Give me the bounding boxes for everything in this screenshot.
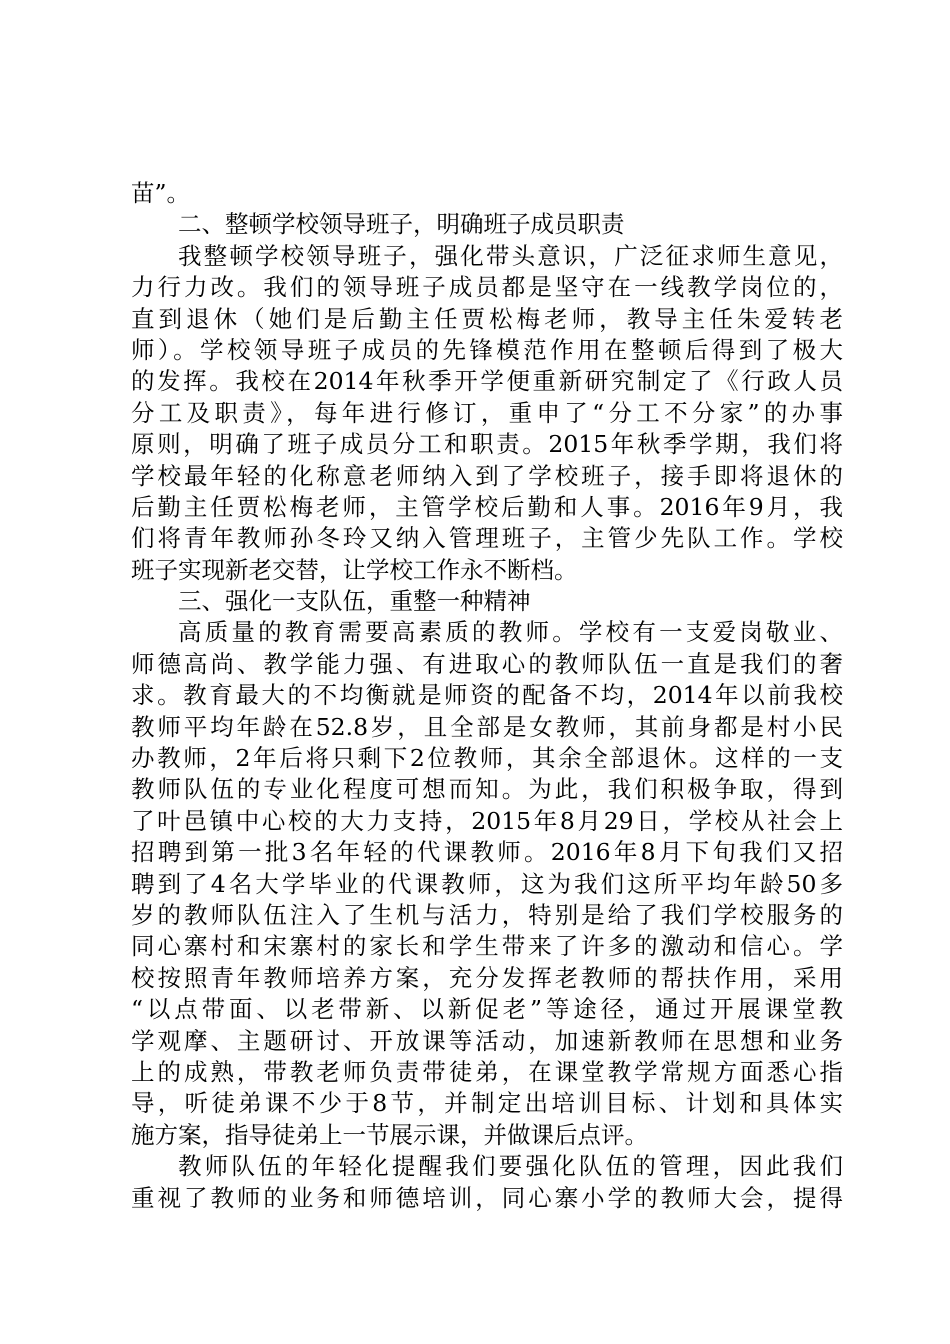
text-line: 教师平均年龄在52.8岁，且全部是女教师，其前身都是村小民 (131, 712, 843, 741)
text-line: 直到退休（她们是后勤主任贾松梅老师，教导主任朱爱转老 (131, 304, 843, 333)
text-line: 们将青年教师孙冬玲又纳入管理班子，主管少先队工作。学校 (131, 524, 843, 553)
text-line: 岁的教师队伍注入了生机与活力，特别是给了我们学校服务的 (131, 900, 843, 929)
text-line: “以点带面、以老带新、以新促老”等途径，通过开展课堂教 (131, 995, 843, 1024)
text-line: 校按照青年教师培养方案，充分发挥老教师的帮扶作用，采用 (131, 963, 843, 992)
text-line: 高质量的教育需要高素质的教师。学校有一支爱岗敬业、 (178, 618, 843, 647)
text-line: 班子实现新老交替，让学校工作永不断档。 (131, 555, 578, 584)
text-line: 导，听徒弟课不少于8节，并制定出培训目标、计划和具体实 (131, 1089, 843, 1118)
text-line: 同心寨村和宋寨村的家长和学生带来了许多的激动和信心。学 (131, 932, 843, 961)
text-line: 了叶邑镇中心校的大力支持，2015年8月29日，学校从社会上 (131, 806, 843, 835)
text-line: 招聘到第一批3名年轻的代课教师。2016年8月下旬我们又招 (131, 838, 843, 867)
text-line: 求。教育最大的不均衡就是师资的配备不均，2014年以前我校 (131, 681, 843, 710)
text-line: 学观摩、主题研讨、开放课等活动，加速新教师在思想和业务 (131, 1026, 843, 1055)
text-line: 的发挥。我校在2014年秋季开学便重新研究制定了《行政人员 (131, 367, 843, 396)
text-line: 学校最年轻的化称意老师纳入到了学校班子，接手即将退休的 (131, 461, 843, 490)
text-line: 重视了教师的业务和师德培训，同心寨小学的教师大会，提得 (131, 1183, 843, 1212)
text-line: 二、整顿学校领导班子，明确班子成员职责 (178, 210, 625, 239)
text-line: 原则，明确了班子成员分工和职责。2015年秋季学期，我们将 (131, 430, 843, 459)
text-line: 聘到了4名大学毕业的代课教师，这为我们这所平均年龄50多 (131, 869, 843, 898)
text-line: 施方案，指导徒弟上一节展示课，并做课后点评。 (131, 1120, 648, 1149)
document-body (131, 178, 843, 1214)
text-line: 师德高尚、教学能力强、有进取心的教师队伍一直是我们的奢 (131, 649, 843, 678)
text-line: 分工及职责》，每年进行修订，重申了“分工不分家”的办事 (131, 398, 843, 427)
text-line: 后勤主任贾松梅老师，主管学校后勤和人事。2016年9月，我 (131, 492, 843, 521)
text-line: 三、强化一支队伍，重整一种精神 (178, 587, 531, 616)
text-line: 教师队伍的年轻化提醒我们要强化队伍的管理，因此我们 (178, 1152, 843, 1181)
text-line: 办教师，2年后将只剩下2位教师，其余全部退休。这样的一支 (131, 744, 843, 773)
text-line: 力行力改。我们的领导班子成员都是坚守在一线教学岗位的， (131, 273, 843, 302)
text-line: 我整顿学校领导班子，强化带头意识，广泛征求师生意见， (178, 241, 843, 270)
text-line: 苗”。 (131, 179, 191, 207)
text-line: 师）。学校领导班子成员的先锋模范作用在整顿后得到了极大 (131, 335, 843, 364)
text-line: 教师队伍的专业化程度可想而知。为此，我们积极争取，得到 (131, 775, 843, 804)
text-line: 上的成熟，带教老师负责带徒弟，在课堂教学常规方面悉心指 (131, 1057, 843, 1086)
